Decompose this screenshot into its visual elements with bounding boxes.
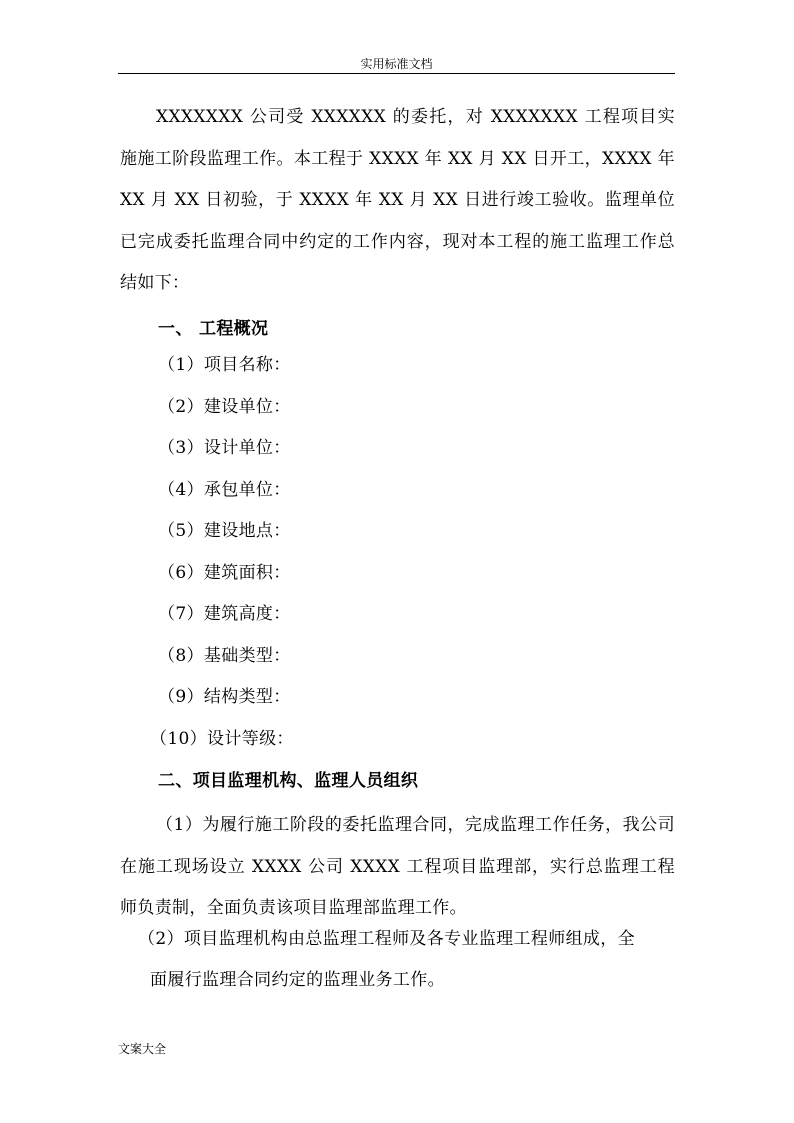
section-2-item-1: （1）为履行施工阶段的委托监理合同，完成监理工作任务，我公司在施工现场设立 XXXX 公司 XXXX 工程项目监理部，实行总监理工程师负责制，全面负责该项目监理部监理工作。 — [120, 815, 675, 918]
page-footer: 文案大全 — [118, 1042, 167, 1056]
list-item-design-unit: （3）设计单位： — [158, 438, 291, 458]
list-item-design-grade: （10）设计等级： — [150, 729, 294, 749]
header-divider — [118, 73, 675, 74]
list-item-contractor: （4）承包单位： — [158, 480, 291, 500]
section-2-item-2-line-2: 面履行监理合同约定的监理业务工作。 — [150, 970, 445, 990]
section-2-heading: 二、项目监理机构、监理人员组织 — [158, 771, 419, 791]
intro-paragraph: XXXXXXX 公司受 XXXXXX 的委托，对 XXXXXXX 工程项目实施施工阶段监理工作。本工程于 XXXX 年 XX 月 XX 日开工，XXXX 年 XX 月 XX 日初验，于 XXXX 年 XX 月 XX 日进行竣工验收。监理单位已完成委托监理合同中约定的工作内容，现对本工程的施工监理工作总结如下： — [120, 107, 675, 293]
list-item-construction-unit: （2）建设单位： — [158, 397, 291, 417]
list-item-project-name: （1）项目名称： — [158, 355, 291, 375]
list-item-foundation-type: （8）基础类型： — [158, 646, 291, 666]
section-2-item-2-line-1: （2）项目监理机构由总监理工程师及各专业监理工程师组成，全 — [138, 929, 635, 949]
list-item-building-height: （7）建筑高度： — [158, 604, 291, 624]
page-header: 实用标准文档 — [360, 57, 433, 71]
list-item-structure-type: （9）结构类型： — [158, 687, 291, 707]
list-item-location: （5）建设地点： — [158, 521, 291, 541]
section-1-heading: 一、 工程概况 — [158, 319, 269, 339]
list-item-floor-area: （6）建筑面积： — [158, 563, 291, 583]
